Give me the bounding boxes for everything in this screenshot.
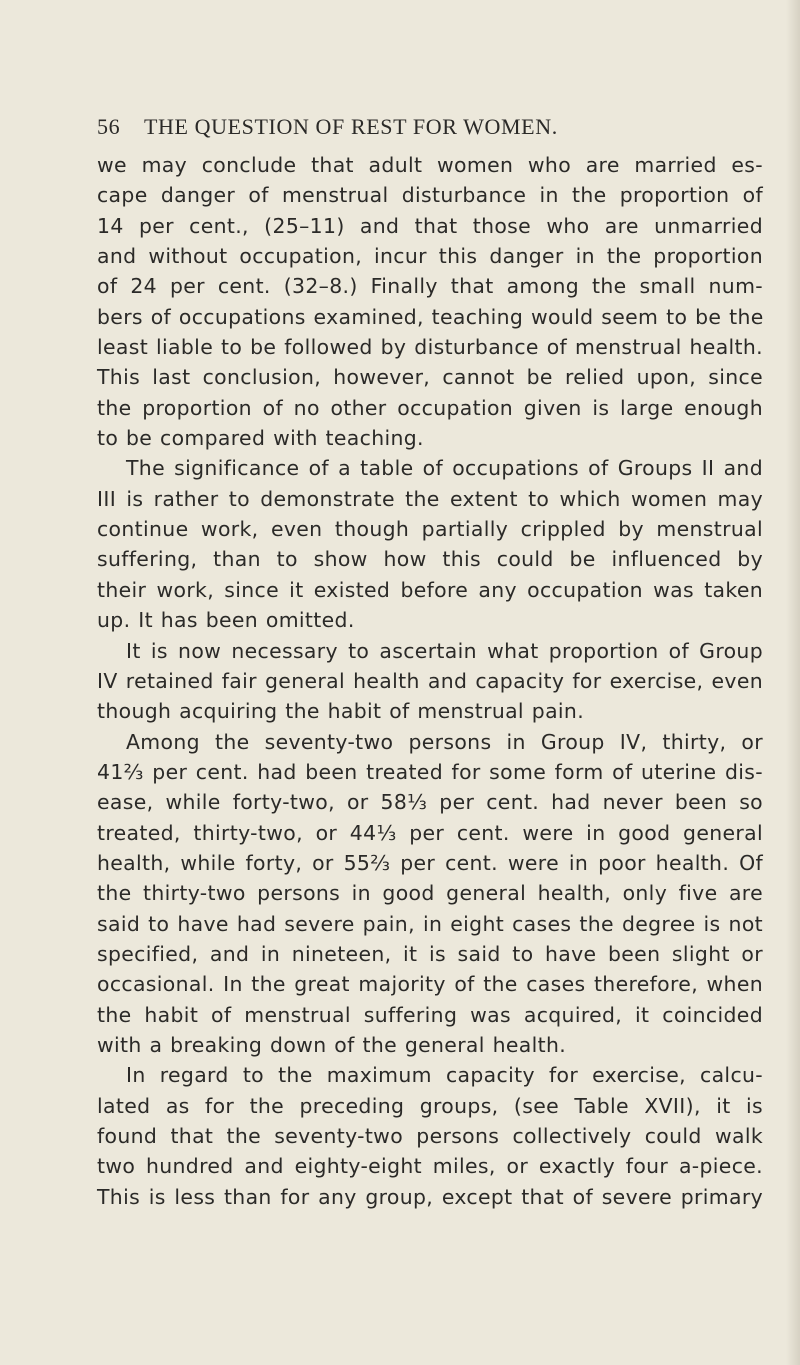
text-line: bers of occupations examined, teaching would seem to be the [97,304,764,329]
text-line: occasional. In the great majority of the cases therefore, when [97,972,763,997]
text-line: though acquiring the habit of menstrual pain. [97,699,585,724]
body-text [97,150,763,1212]
text-line: of 24 per cent. (32–8.) Finally that among the small num- [97,274,763,299]
text-line: said to have had severe pain, in eight cases the degree is not [97,911,763,936]
text-line: This is less than for any group, except that of severe primary [97,1184,763,1209]
text-line: found that the seventy-two persons collectively could walk [97,1124,763,1148]
running-head: THE QUESTION OF REST FOR WOMEN. [144,114,558,139]
text-line: III is rather to demonstrate the extent to which women may [97,486,763,511]
text-line: 41⅔ per cent. had been treated for some form of uterine dis- [97,759,763,784]
page-number: 56 [97,114,121,139]
text-line: least liable to be followed by disturbance of menstrual health. [97,335,763,360]
text-line: treated, thirty-two, or 44⅓ per cent. were in good general [97,820,763,845]
text-line: In regard to the maximum capacity for exercise, calcu- [126,1063,763,1088]
text-line: health, while forty, or 55⅔ per cent. were in poor health. Of [97,850,763,875]
text-line: we may conclude that adult women who are married es- [97,153,763,177]
text-line: The significance of a table of occupations of Groups II and [126,456,763,481]
text-line: 14 per cent., (25–11) and that those who are unmarried [97,213,763,238]
text-line: and without occupation, incur this danger in the proportion [97,244,763,269]
text-line: Among the seventy-two persons in Group IV, thirty, or [126,729,763,754]
text-line: to be compared with teaching. [97,426,424,451]
text-line: suffering, than to show how this could be influenced by [97,547,763,572]
text-line: the thirty-two persons in good general health, only five are [97,881,763,906]
page-header [97,114,761,144]
text-line: IV retained fair general health and capacity for exercise, even [97,668,763,693]
text-line: continue work, even though partially crippled by menstrual [97,517,763,542]
text-line: cape danger of menstrual disturbance in the proportion of [97,183,763,208]
text-line: with a breaking down of the general health. [97,1032,567,1057]
text-line: It is now necessary to ascertain what proportion of Group [126,638,763,663]
text-line: the habit of menstrual suffering was acquired, it coincided [97,1002,763,1027]
text-line: the proportion of no other occupation given is large enough [97,395,763,420]
page-edge-shadow [786,0,800,1365]
text-line: two hundred and eighty-eight miles, or exactly four a-piece. [97,1154,763,1179]
text-line: up. It has been omitted. [97,608,355,633]
text-line: This last conclusion, however, cannot be relied upon, since [97,365,763,390]
text-line: lated as for the preceding groups, (see Table XVII), it is [97,1093,763,1118]
text-line: specified, and in nineteen, it is said to have been slight or [97,941,763,966]
text-line: ease, while forty-two, or 58⅓ per cent. had never been so [97,790,763,815]
text-line: their work, since it existed before any occupation was taken [97,577,763,602]
